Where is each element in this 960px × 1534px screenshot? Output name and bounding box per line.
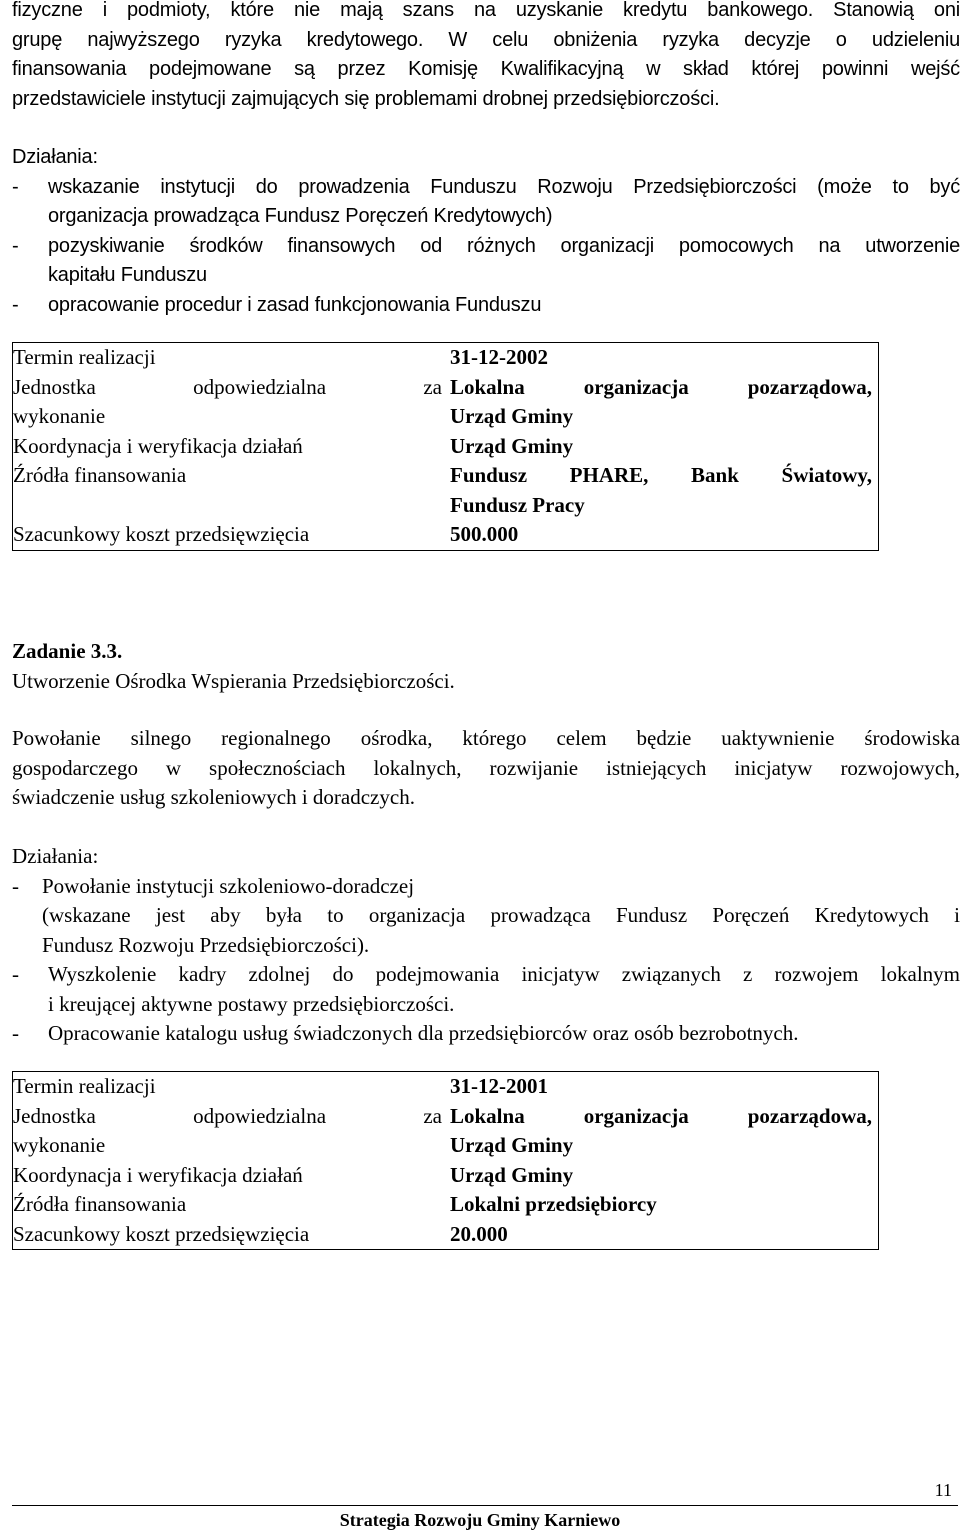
cost-value: 20.000	[450, 1221, 508, 1246]
footer-title: Strategia Rozwoju Gminy Karniewo	[339, 1510, 621, 1530]
action-item: - Powołanie instytucji szkoleniowo-doradczej (wskazane jest aby była to organizacja prowadząca Fundusz Poręczeń Kredytowych i Fundusz Rozwoju Przedsiębiorczości).	[12, 872, 960, 961]
source-value: Fundusz PHARE, Bank Światowy,	[450, 463, 872, 487]
table-row	[13, 1161, 879, 1191]
actions-list	[12, 173, 960, 321]
action-line: wskazanie instytucji do prowadzenia Funduszu Rozwoju Przedsiębiorczości (może to być	[48, 175, 960, 198]
table-row	[13, 520, 879, 550]
action-line: kapitału Funduszu	[48, 264, 207, 286]
task-heading: Zadanie 3.3.	[12, 639, 123, 663]
action-item: - Opracowanie katalogu usług świadczonych dla przedsiębiorców oraz osób bezrobotnych.	[12, 1019, 960, 1049]
source-label: Źródła finansowania	[13, 1192, 187, 1216]
term-label: Termin realizacji	[13, 1074, 156, 1098]
task-info-table	[12, 342, 879, 551]
cost-label: Szacunkowy koszt przedsięwzięcia	[13, 522, 310, 546]
intro-line: grupę najwyższego ryzyka kredytowego. W celu obniżenia ryzyka decyzje o udzieleniu	[12, 28, 960, 51]
table-row	[13, 1190, 879, 1220]
intro-line: finansowania podejmowane są przez Komisję Kwalifikacyjną w skład której powinni wejść	[12, 58, 960, 80]
cost-label: Szacunkowy koszt przedsięwzięcia	[13, 1221, 310, 1246]
action-item: - wskazanie instytucji do prowadzenia Funduszu Rozwoju Przedsiębiorczości (może to być organizacja prowadząca Fundusz Poręczeń Kredytowych)	[12, 173, 960, 232]
term-value: 31-12-2001	[450, 1074, 548, 1098]
section1-actions	[12, 143, 960, 320]
action-item: - pozyskiwanie środków finansowych od różnych organizacji pomocowych na utworzenie kapitału Funduszu	[12, 232, 960, 291]
coord-label: Koordynacja i weryfikacja działań	[13, 433, 303, 458]
term-label: Termin realizacji	[13, 345, 156, 369]
table-row	[13, 343, 879, 373]
table-row	[13, 1072, 879, 1102]
section2-actions	[12, 842, 960, 1049]
task-title: Utworzenie Ośrodka Wspierania Przedsiębiorczości.	[12, 668, 455, 693]
action-line: organizacja prowadząca Fundusz Poręczeń Kredytowych)	[48, 205, 553, 227]
task-header	[12, 637, 960, 696]
intro-line: fizyczne i podmioty, które nie mają szans na uzyskanie kredytu bankowego. Stanowią oni	[12, 0, 960, 21]
actions-heading: Działania:	[12, 844, 99, 868]
unit-value: Lokalna organizacja pozarządowa,	[450, 1103, 872, 1128]
source-value: Lokalni przedsiębiorcy	[450, 1192, 657, 1216]
task-info-table	[12, 1071, 879, 1250]
intro-paragraph	[12, 0, 960, 114]
table-row	[13, 432, 879, 462]
source-label: Źródła finansowania	[13, 463, 187, 487]
footer-divider	[12, 1505, 958, 1506]
table-row: Źródła finansowania Fundusz PHARE, Bank Światowy, Fundusz Pracy	[13, 461, 879, 520]
page-number: 11	[934, 1480, 952, 1500]
table-row	[13, 1220, 879, 1250]
actions-list	[12, 872, 960, 1049]
term-value: 31-12-2002	[450, 345, 548, 369]
coord-value: Urząd Gminy	[450, 1162, 574, 1187]
table-row: Jednostka odpowiedzialna za wykonanie Lokalna organizacja pozarządowa, Urząd Gminy	[13, 1102, 879, 1161]
task-description	[12, 724, 960, 813]
action-item: - opracowanie procedur i zasad funkcjonowania Funduszu	[12, 291, 960, 321]
actions-heading: Działania:	[12, 146, 98, 168]
table-row: Jednostka odpowiedzialna za wykonanie Lokalna organizacja pozarządowa, Urząd Gminy	[13, 373, 879, 432]
unit-label: Jednostka odpowiedzialna za	[13, 374, 442, 399]
coord-label: Koordynacja i weryfikacja działań	[13, 1162, 303, 1187]
action-line: Wyszkolenie kadry zdolnej do podejmowania inicjatyw związanych z rozwojem lokalnym	[48, 962, 960, 986]
desc-line: Powołanie silnego regionalnego ośrodka, którego celem będzie uaktywnienie środowiska	[12, 726, 960, 750]
unit-label: Jednostka odpowiedzialna za	[13, 1103, 442, 1128]
desc-line: świadczenie usług szkoleniowych i doradczych.	[12, 785, 415, 809]
action-line: Fundusz Rozwoju Przedsiębiorczości).	[42, 932, 370, 957]
cost-value: 500.000	[450, 522, 519, 546]
action-line: i kreującej aktywne postawy przedsiębiorczości.	[48, 991, 455, 1016]
desc-line: gospodarczego w społecznościach lokalnych, rozwijanie istniejących inicjatyw rozwojowych,	[12, 755, 960, 780]
action-line: Powołanie instytucji szkoleniowo-doradczej	[42, 873, 415, 898]
action-line: Opracowanie katalogu usług świadczonych dla przedsiębiorców oraz osób bezrobotnych.	[48, 1021, 799, 1045]
action-line: opracowanie procedur i zasad funkcjonowania Funduszu	[48, 293, 542, 316]
unit-value: Lokalna organizacja pozarządowa,	[450, 374, 872, 399]
intro-line: przedstawiciele instytucji zajmujących się problemami drobnej przedsiębiorczości.	[12, 87, 720, 110]
action-line: (wskazane jest aby była to organizacja prowadząca Fundusz Poręczeń Kredytowych i	[42, 903, 960, 927]
action-item: - Wyszkolenie kadry zdolnej do podejmowania inicjatyw związanych z rozwojem lokalnym i kreującej aktywne postawy przedsiębiorczości.	[12, 960, 960, 1019]
coord-value: Urząd Gminy	[450, 433, 574, 458]
action-line: pozyskiwanie środków finansowych od różnych organizacji pomocowych na utworzenie	[48, 234, 960, 257]
